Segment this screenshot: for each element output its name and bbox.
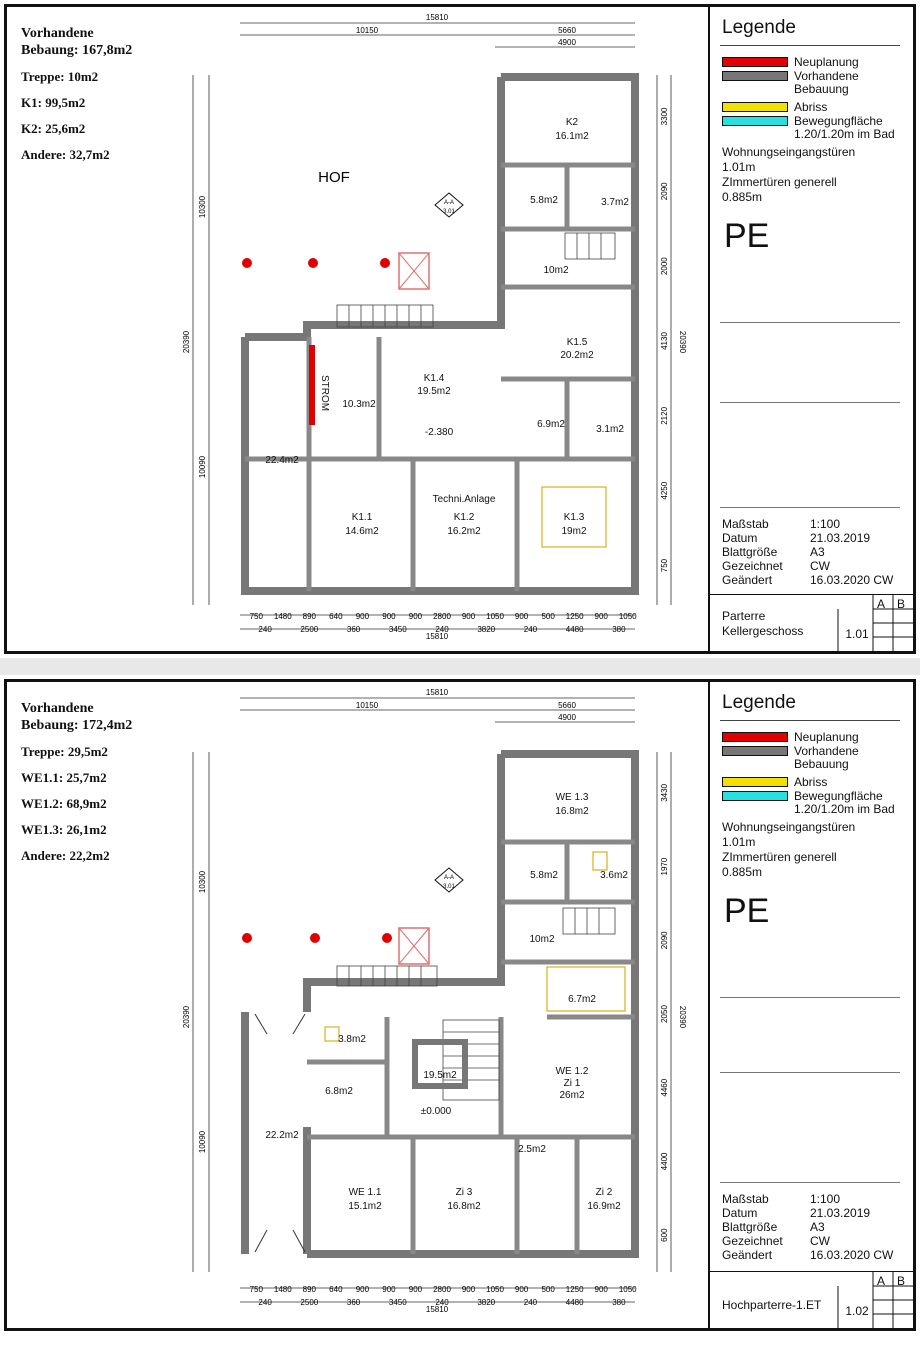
dim-left-block: 10150 (355, 26, 379, 35)
legend-swatch (722, 777, 788, 787)
room-area: 15.1m2 (348, 1201, 382, 1212)
dimension-value: 2500 (300, 1298, 319, 1307)
right-dimension-column (660, 107, 669, 572)
dimension-value: 1970 (660, 857, 669, 876)
dim-left-block: 10150 (355, 701, 379, 710)
dimension-value: 900 (408, 612, 423, 621)
section-marker-icon (435, 193, 463, 217)
drawing-sheet-2 (4, 679, 916, 1331)
summary-line: K1: 99,5m2 (21, 95, 86, 110)
dimension-value: 240 (258, 625, 272, 634)
room-area: 6.8m2 (325, 1086, 353, 1097)
column-marker-icon (380, 258, 390, 268)
section-label: A-A (443, 875, 455, 881)
section-number: 3.01 (443, 209, 455, 215)
room-area: 22.4m2 (265, 455, 299, 466)
legend-panel (708, 682, 913, 1328)
note-entrance-value: 1.01m (722, 835, 756, 849)
room-name: K1.5 (566, 337, 588, 348)
dimension-value: 900 (461, 612, 476, 621)
summary-line: K2: 25,6m2 (21, 121, 86, 136)
room-area: 6.9m2 (537, 419, 565, 430)
title-block-grid (710, 1272, 915, 1328)
legend-panel (708, 7, 913, 651)
section-number: 3.01 (443, 884, 455, 890)
dimension-value: 380 (612, 1298, 626, 1307)
dimension-value: 900 (355, 1285, 370, 1294)
column-marker-icon (382, 933, 392, 943)
dim-total-bottom: 15810 (425, 1305, 449, 1314)
dim-right-block: 5660 (558, 26, 576, 35)
legend-label: Neuplanung (794, 55, 859, 69)
note-room-value: 0.885m (722, 865, 763, 879)
meta-sheet-size: Blattgröße A3 (722, 1220, 825, 1234)
room-area: 19.5m2 (423, 1070, 457, 1081)
dimension-value: 600 (660, 1228, 669, 1242)
dimension-value: 240 (523, 1298, 538, 1307)
legend-title: Legende (722, 692, 796, 713)
legend-label: Abriss (794, 775, 828, 789)
summary-line: Treppe: 29,5m2 (21, 744, 108, 759)
dimension-value: 1480 (273, 1285, 292, 1294)
sheet-number: 1.02 (845, 1304, 869, 1318)
meta-changed: Geändert 16.03.2020 CW (722, 573, 894, 587)
title-block (710, 594, 913, 651)
title-block-name: Hochparterre-1.ET (722, 1298, 822, 1312)
column-marker-icon (308, 258, 318, 268)
section-marker-icon (435, 868, 463, 892)
dimension-value: 240 (435, 625, 449, 634)
dimension-value: 3820 (477, 625, 496, 634)
dimension-value: 1480 (273, 612, 292, 621)
dimension-value: 4460 (660, 1078, 669, 1097)
pe-label: PE (724, 217, 770, 255)
legend-title: Legende (722, 17, 796, 38)
dimension-value: 360 (346, 625, 361, 634)
note-entrance-doors: Wohnungseingangstüren (722, 820, 856, 834)
dimension-value: 500 (541, 612, 555, 621)
room-area: 16.1m2 (555, 131, 589, 142)
dimension-value: 3820 (477, 1298, 496, 1307)
title-block-name: Parterre Kellergeschoss (722, 609, 804, 638)
meta-drawn: Gezeichnet CW (722, 1234, 830, 1248)
floor-plan-ground (7, 682, 707, 1328)
dim-height-right: 20390 (678, 330, 687, 354)
room-area: 5.8m2 (530, 870, 558, 881)
meta-sheet-size: Blattgröße A3 (722, 545, 825, 559)
note-entrance-value: 1.01m (722, 160, 756, 174)
dim-right-block: 5660 (558, 701, 576, 710)
dim-total: 15810 (425, 13, 449, 22)
dim-height-total: 20390 (182, 1005, 191, 1029)
room-area: 10.3m2 (342, 399, 376, 410)
legend-swatch (722, 102, 788, 112)
level-label: ±0.000 (420, 1106, 452, 1117)
dimension-value: 900 (408, 1285, 423, 1294)
room-area: 16.8m2 (447, 1201, 481, 1212)
section-label: A-A (443, 200, 455, 206)
summary-heading: Vorhandene (21, 26, 94, 41)
dimension-value: 750 (660, 558, 669, 573)
dimension-value: 2120 (660, 406, 669, 425)
dimension-value: 1050 (486, 612, 504, 621)
legend-swatch (722, 791, 788, 801)
dimension-value: 640 (329, 1285, 343, 1294)
legend-label: Vorhandene Bebauung (794, 69, 859, 96)
dimension-value: 4400 (660, 1152, 669, 1171)
room-area: 10m2 (543, 265, 569, 276)
room-name: STROM (319, 374, 330, 412)
title-block-grid (710, 595, 915, 651)
room-area: 19m2 (561, 526, 587, 537)
note-entrance-doors: Wohnungseingangstüren (722, 145, 856, 159)
room-area: 26m2 (559, 1090, 585, 1101)
dimension-value: 240 (435, 1298, 449, 1307)
dimension-value: 2500 (300, 625, 319, 634)
meta-changed: Geändert 16.03.2020 CW (722, 1248, 894, 1262)
room-name: K2 (565, 117, 579, 128)
note-room-value: 0.885m (722, 190, 763, 204)
dimension-value: 360 (346, 1298, 361, 1307)
room-area: 20.2m2 (560, 350, 594, 361)
summary-line: WE1.3: 26,1m2 (21, 822, 107, 837)
title-block (710, 1271, 913, 1328)
dimension-value: 2000 (660, 257, 669, 276)
room-area: 6.7m2 (568, 994, 596, 1005)
dimension-value: 2090 (660, 182, 669, 201)
dimension-value: 1250 (565, 612, 584, 621)
bottom-dimension-row-2 (258, 625, 626, 634)
room-area: 3.6m2 (600, 870, 628, 881)
revision-col-b: B (897, 1274, 906, 1288)
legend-label: Bewegungfläche 1.20/1.20m im Bad (794, 114, 895, 141)
dimension-value: 1050 (486, 1285, 504, 1294)
floor-plan-basement (7, 7, 707, 651)
room-name: K1.3 (563, 512, 585, 523)
room-area: 3.8m2 (338, 1034, 366, 1045)
sheet-separator (0, 658, 920, 675)
room-name: WE 1.3 (555, 792, 589, 803)
dimension-value: 2800 (433, 612, 451, 621)
techni-label: Techni.Anlage (432, 494, 496, 505)
room-area: 14.6m2 (345, 526, 379, 537)
room-name: K1.4 (423, 373, 445, 384)
bottom-dimension-row (250, 1285, 638, 1294)
dimension-value: 900 (355, 612, 370, 621)
revision-col-a: A (877, 1274, 886, 1288)
dimension-value: 900 (514, 612, 529, 621)
legend-label: Neuplanung (794, 730, 859, 744)
dimension-value: 4130 (660, 332, 669, 350)
dimension-value: 380 (612, 625, 626, 634)
room-name: WE 1.2 (555, 1066, 589, 1077)
dimension-value: 2090 (660, 931, 669, 950)
summary-line: Andere: 22,2m2 (21, 848, 110, 863)
bottom-dimension-row (250, 612, 638, 621)
legend-label: Abriss (794, 100, 828, 114)
dimension-value: 3430 (660, 783, 669, 802)
room-area: 19.5m2 (417, 386, 451, 397)
drawing-sheet-1 (4, 4, 916, 654)
meta-date: Datum 21.03.2019 (722, 1206, 871, 1220)
room-area: 2.5m2 (518, 1144, 546, 1155)
bottom-dimension-row-2 (258, 1298, 626, 1307)
level-label: -2.380 (424, 427, 454, 438)
dim-height-right: 20390 (678, 1005, 687, 1029)
meta-drawn: Gezeichnet CW (722, 559, 830, 573)
dim-height-bottom: 10090 (198, 1130, 207, 1154)
summary-heading: Vorhandene (21, 701, 94, 716)
summary-total: Bebaung: 167,8m2 (21, 43, 133, 58)
dimension-value: 2800 (433, 1285, 451, 1294)
dimension-value: 750 (249, 1285, 263, 1294)
revision-col-b: B (897, 597, 906, 611)
legend-swatch (722, 732, 788, 742)
meta-scale: Maßstab 1:100 (722, 1192, 841, 1206)
dimension-value: 4250 (660, 481, 669, 500)
room-area: 5.8m2 (530, 195, 558, 206)
dimension-value: 3450 (388, 1298, 407, 1307)
room-area: 22.2m2 (265, 1130, 299, 1141)
column-marker-icon (242, 933, 252, 943)
legend-swatch (722, 746, 788, 756)
dim-right-inner: 4900 (558, 713, 576, 722)
dimension-value: 900 (461, 1285, 476, 1294)
room-name: Zi 2 (595, 1187, 613, 1198)
dimension-value: 1050 (618, 1285, 637, 1294)
pe-label: PE (724, 892, 770, 930)
dimension-value: 750 (249, 612, 263, 621)
legend-swatch (722, 57, 788, 67)
summary-line: WE1.1: 25,7m2 (21, 770, 107, 785)
summary-line: WE1.2: 68,9m2 (21, 796, 107, 811)
room-name: K1.1 (351, 512, 373, 523)
dimension-value: 240 (258, 1298, 272, 1307)
room-area: 16.2m2 (447, 526, 481, 537)
summary-total: Bebaung: 172,4m2 (21, 718, 133, 733)
room-area: 16.8m2 (555, 806, 589, 817)
note-room-doors: ZImmertüren generell (722, 850, 837, 864)
room-name: WE 1.1 (348, 1187, 382, 1198)
legend-swatch (722, 116, 788, 126)
revision-col-a: A (877, 597, 886, 611)
dimension-value: 900 (594, 1285, 608, 1294)
dim-height-bottom: 10090 (198, 455, 207, 479)
dimension-value: 240 (523, 625, 538, 634)
room-area: 16.9m2 (587, 1201, 621, 1212)
meta-date: Datum 21.03.2019 (722, 531, 871, 545)
room-area: 10m2 (529, 934, 555, 945)
dimension-value: 900 (594, 612, 608, 621)
neuplanung-wall (309, 345, 315, 425)
stair-icon (337, 233, 615, 327)
dim-right-inner: 4900 (558, 38, 576, 47)
right-dimension-column (660, 783, 669, 1241)
room-area: 3.7m2 (601, 197, 629, 208)
dimension-value: 4480 (565, 625, 584, 634)
meta-scale: Maßstab 1:100 (722, 517, 841, 531)
dim-height-top: 10300 (198, 195, 207, 219)
room-name: K1.2 (453, 512, 475, 523)
dimension-value: 890 (302, 1285, 317, 1294)
note-room-doors: ZImmertüren generell (722, 175, 837, 189)
summary-line: Andere: 32,7m2 (21, 147, 110, 162)
room-area: Zi 1 (563, 1078, 581, 1089)
dimension-value: 1050 (618, 612, 637, 621)
dimension-value: 500 (541, 1285, 555, 1294)
dimension-value: 640 (329, 612, 343, 621)
dimension-value: 1250 (565, 1285, 584, 1294)
column-marker-icon (242, 258, 252, 268)
sheet-number: 1.01 (845, 627, 869, 641)
column-marker-icon (310, 933, 320, 943)
dimension-value: 900 (514, 1285, 529, 1294)
room-name: Zi 3 (455, 1187, 473, 1198)
dimension-value: 4480 (565, 1298, 584, 1307)
dimension-value: 3300 (660, 107, 669, 126)
dim-height-top: 10300 (198, 870, 207, 894)
dimension-value: 900 (382, 612, 396, 621)
dimension-value: 3450 (388, 625, 407, 634)
dimension-value: 2050 (660, 1005, 669, 1023)
legend-label: Vorhandene Bebauung (794, 744, 859, 771)
summary-line: Treppe: 10m2 (21, 69, 99, 84)
dimension-value: 900 (382, 1285, 396, 1294)
courtyard-label: HOF (318, 169, 350, 186)
dim-total-bottom: 15810 (425, 632, 449, 641)
bathroom-fixtures (325, 852, 625, 1041)
room-area: 3.1m2 (596, 424, 624, 435)
dim-total: 15810 (425, 688, 449, 697)
dimension-value: 890 (302, 612, 317, 621)
legend-label: Bewegungfläche 1.20/1.20m im Bad (794, 789, 895, 816)
legend-swatch (722, 71, 788, 81)
dim-height-total: 20390 (182, 330, 191, 354)
